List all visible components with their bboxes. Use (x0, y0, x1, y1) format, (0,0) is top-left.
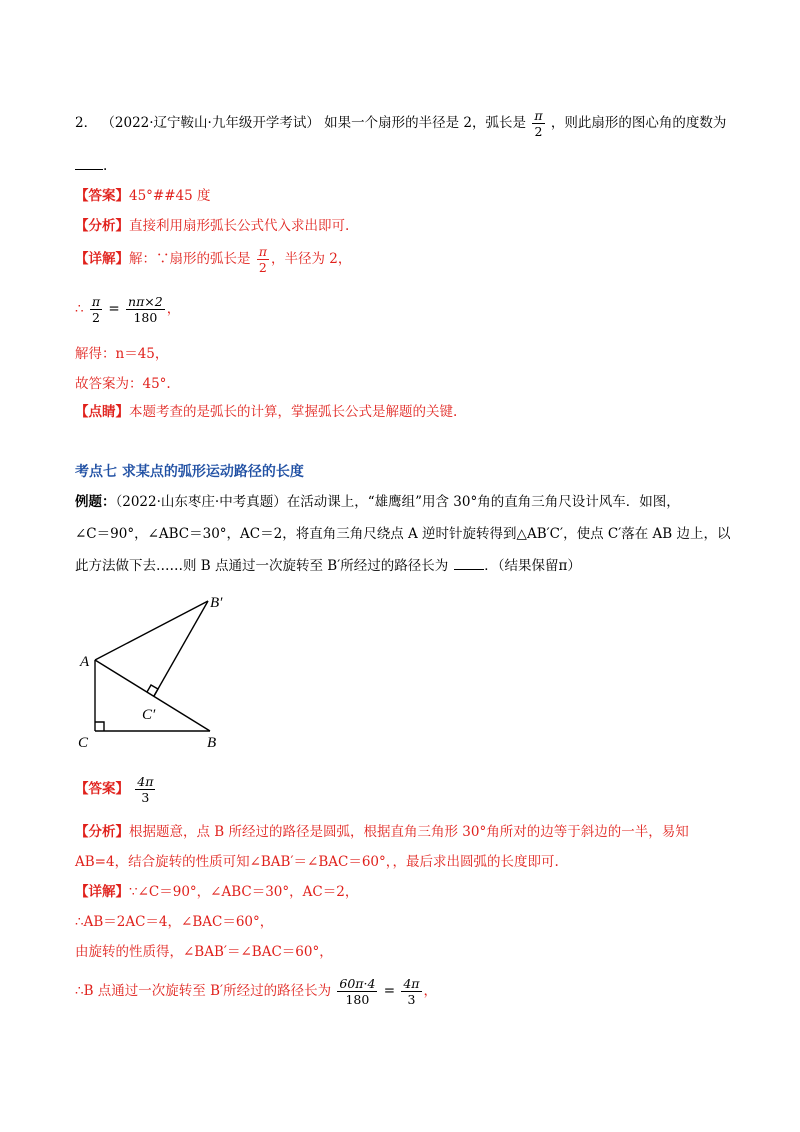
detail-2-result: 故答案为：45°. (75, 376, 171, 392)
analysis-line-1: 【分析】根据题意，点 B 所经过的路径是圆弧，根据直角三角形 30°角所对的边等于斜边的一半，易知 (75, 824, 689, 840)
label-b-prime: B′ (210, 595, 223, 611)
analysis-tag: 【分析】 (75, 218, 129, 234)
question-text-b: ，则此扇形的图心角的度数为 (550, 115, 727, 131)
comment-2 (75, 402, 457, 422)
triangle-figure (70, 588, 250, 753)
answer-fraction: $\frac{4\pi}{3}$ (137, 774, 154, 805)
answer (75, 774, 157, 805)
eq-lhs-fraction: $\frac{\pi}{2}$ (91, 294, 101, 325)
label-c: C (78, 735, 89, 751)
section-title: 考点七 求某点的弧形运动路径的长度 (75, 464, 304, 480)
analysis-text: 直接利用扇形弧长公式代入求出即可. (129, 218, 350, 234)
answer-tag: 【答案】 (75, 188, 129, 204)
label-a: A (80, 654, 90, 670)
answer-blank-line: . (75, 156, 107, 176)
detail-fraction: $\frac{\pi}{2}$ (258, 244, 268, 275)
detail-tag: 【详解】 (75, 884, 129, 900)
example-line-1: 例题：（2022·山东枣庄·中考真题）在活动课上，“雄鹰组”用含 30°角的直角三角尺设计风车．如图， (75, 494, 680, 510)
eq-rhs-fraction: $\frac{n\pi\times 2}{180}$ (128, 294, 163, 325)
answer-2 (75, 186, 211, 206)
arc-fraction: $\frac{\pi}{2}$ (534, 108, 543, 139)
answer-tag: 【答案】 (75, 781, 129, 797)
detail-2-solve: 解得：n＝45， (75, 346, 169, 362)
question-number: 2． (75, 115, 98, 131)
analysis-line-2: AB=4，结合旋转的性质可知∠BAB′＝∠BAC＝60°，，最后求出圆弧的长度即可. (75, 854, 559, 870)
detail-2-equation: ∴ $\frac{\pi}{2}$ = $\frac{n\pi\times 2}{180}$ ， (75, 294, 181, 325)
analysis-2 (75, 216, 349, 236)
path-fraction-2: $\frac{4\pi}{3}$ (403, 976, 420, 1007)
path-fraction-1: $\frac{60\pi\cdot 4}{180}$ (339, 976, 376, 1007)
detail-line-2: ∴AB＝2AC＝4，∠BAC＝60°， (75, 914, 274, 930)
comment-text: 本题考查的是弧长的计算，掌握弧长公式是解题的关键. (129, 404, 458, 420)
answer-blank (75, 157, 103, 170)
detail-line-1: 【详解】∵∠C＝90°，∠ABC＝30°，AC＝2， (75, 884, 359, 900)
example-blank (454, 557, 484, 570)
example-line-2: ∠C＝90°，∠ABC＝30°，AC＝2，将直角三角尺绕点 A 逆时针旋转得到△AB′C′，使点 C′落在 AB 边上，以 (75, 526, 731, 542)
question-2 (75, 108, 726, 139)
detail-line-4: ∴B 点通过一次旋转至 B′所经过的路径长为 $\frac{60\pi\cdot 4}{180}$ = $\frac{4\pi}{3}$ ， (75, 976, 438, 1007)
detail-2: 【详解】解：∵扇形的弧长是 $\frac{\pi}{2}$ ，半径为 2， (75, 244, 352, 275)
label-c-prime: C′ (142, 707, 156, 723)
label-b: B (207, 735, 217, 751)
detail-line-3: 由旋转的性质得，∠BAB′＝∠BAC＝60°， (75, 944, 333, 960)
question-text-a: 如果一个扇形的半径是 2，弧长是 (324, 115, 527, 131)
answer-text: 45°##45 度 (129, 188, 211, 204)
question-source: （2022·辽宁鞍山·九年级开学考试） (101, 115, 320, 131)
example-line-3: 此方法做下去……则 B 点通过一次旋转至 B′所经过的路径长为 ．（结果保留π） (75, 558, 581, 574)
example-tag: 例题： (75, 494, 116, 510)
detail-tag: 【详解】 (75, 251, 129, 267)
comment-tag: 【点睛】 (75, 404, 129, 420)
analysis-tag: 【分析】 (75, 824, 129, 840)
